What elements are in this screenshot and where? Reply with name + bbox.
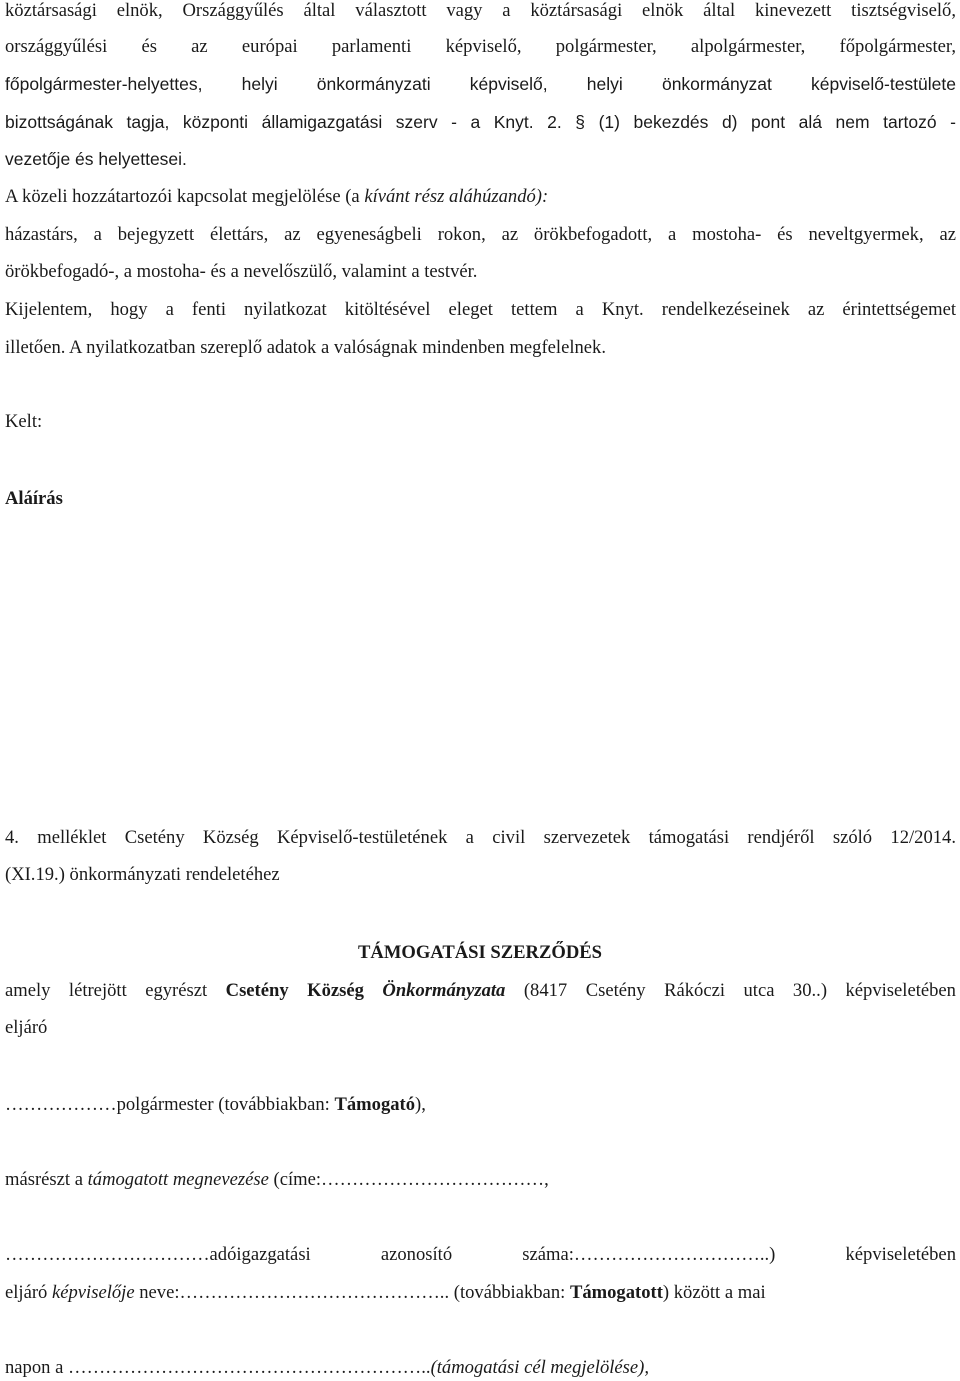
annex-line: (XI.19.) önkormányzati rendeletéhez [5,864,280,885]
contract-text: ………………polgármester (továbbiakban: [5,1094,335,1115]
contract-role: Támogatott [569,1282,663,1303]
paragraph-line: köztársasági elnök, Országgyűlés által választott vagy a köztársasági elnök által kinevezett tisztségviselő, [5,0,956,21]
contract-text: neve:…………………………………….. (továbbiakban: [134,1282,570,1303]
contract-party-name-italic: Önkormányzata [382,980,506,1001]
contract-text: eljáró [5,1282,52,1303]
contract-text: (címe:………………………………, [268,1169,549,1190]
contract-role: Támogató [334,1094,416,1115]
contract-line: eljáró [5,1017,48,1038]
paragraph-line: országgyűlési és az európai parlamenti képviselő, polgármester, alpolgármester, főpolgármester, [5,36,956,57]
contract-line [5,980,956,1002]
contract-line [5,1169,549,1191]
relation-line: házastárs, a bejegyzett élettárs, az egyeneságbeli rokon, az örökbefogadott, a mostoha- és neveltgyermek, az [5,224,956,245]
contract-text: (8417 Csetény Rákóczi utca 30..) képviseletében [505,980,956,1001]
contract-line [5,1094,426,1116]
contract-line [5,1357,649,1379]
contract-text: ) között a mai [662,1282,766,1303]
relation-intro [5,186,548,208]
paragraph-line: főpolgármester-helyettes, helyi önkormányzati képviselő, helyi önkormányzat képviselő-testülete [5,74,956,94]
contract-text: amely létrejött egyrészt [5,980,226,1001]
declaration-line: illetően. A nyilatkozatban szereplő adatok a valóságnak mindenben megfelelnek. [5,337,606,358]
paragraph-line: bizottságának tagja, központi államigazgatási szerv - a Knyt. 2. § (1) bekezdés d) pont alá nem tartozó - [5,112,956,132]
contract-party-name: Csetény Község [225,980,383,1001]
annex-line: 4. melléklet Csetény Község Képviselő-testületének a civil szervezetek támogatási rendjéről szóló 12/2014. [5,827,956,848]
declaration-line: Kijelentem, hogy a fenti nyilatkozat kitöltésével eleget tettem a Knyt. rendelkezéseinek az érintettségemet [5,299,956,320]
contract-text: másrészt a [5,1169,88,1190]
contract-placeholder-italic: (támogatási cél megjelölése), [430,1357,649,1378]
relation-intro-italic: kívánt rész aláhúzandó): [364,186,549,207]
contract-title: TÁMOGATÁSI SZERZŐDÉS [357,942,602,963]
contract-line: ……………………………adóigazgatási azonosító száma:…………………………..) képviseletében [5,1244,956,1265]
signature-label: Aláírás [5,488,63,509]
contract-text: napon a ………………………………………………….. [5,1357,431,1378]
contract-text: ), [415,1094,426,1115]
kelt-label: Kelt: [5,411,43,432]
contract-line [5,1282,766,1304]
contract-placeholder-italic: támogatott megnevezése [87,1169,269,1190]
contract-placeholder-italic: képviselője [51,1282,135,1303]
paragraph-line: vezetője és helyettesei. [5,149,187,169]
relation-intro-text: A közeli hozzátartozói kapcsolat megjelölése (a [5,186,365,207]
relation-line: örökbefogadó-, a mostoha- és a nevelőszülő, valamint a testvér. [5,261,478,282]
